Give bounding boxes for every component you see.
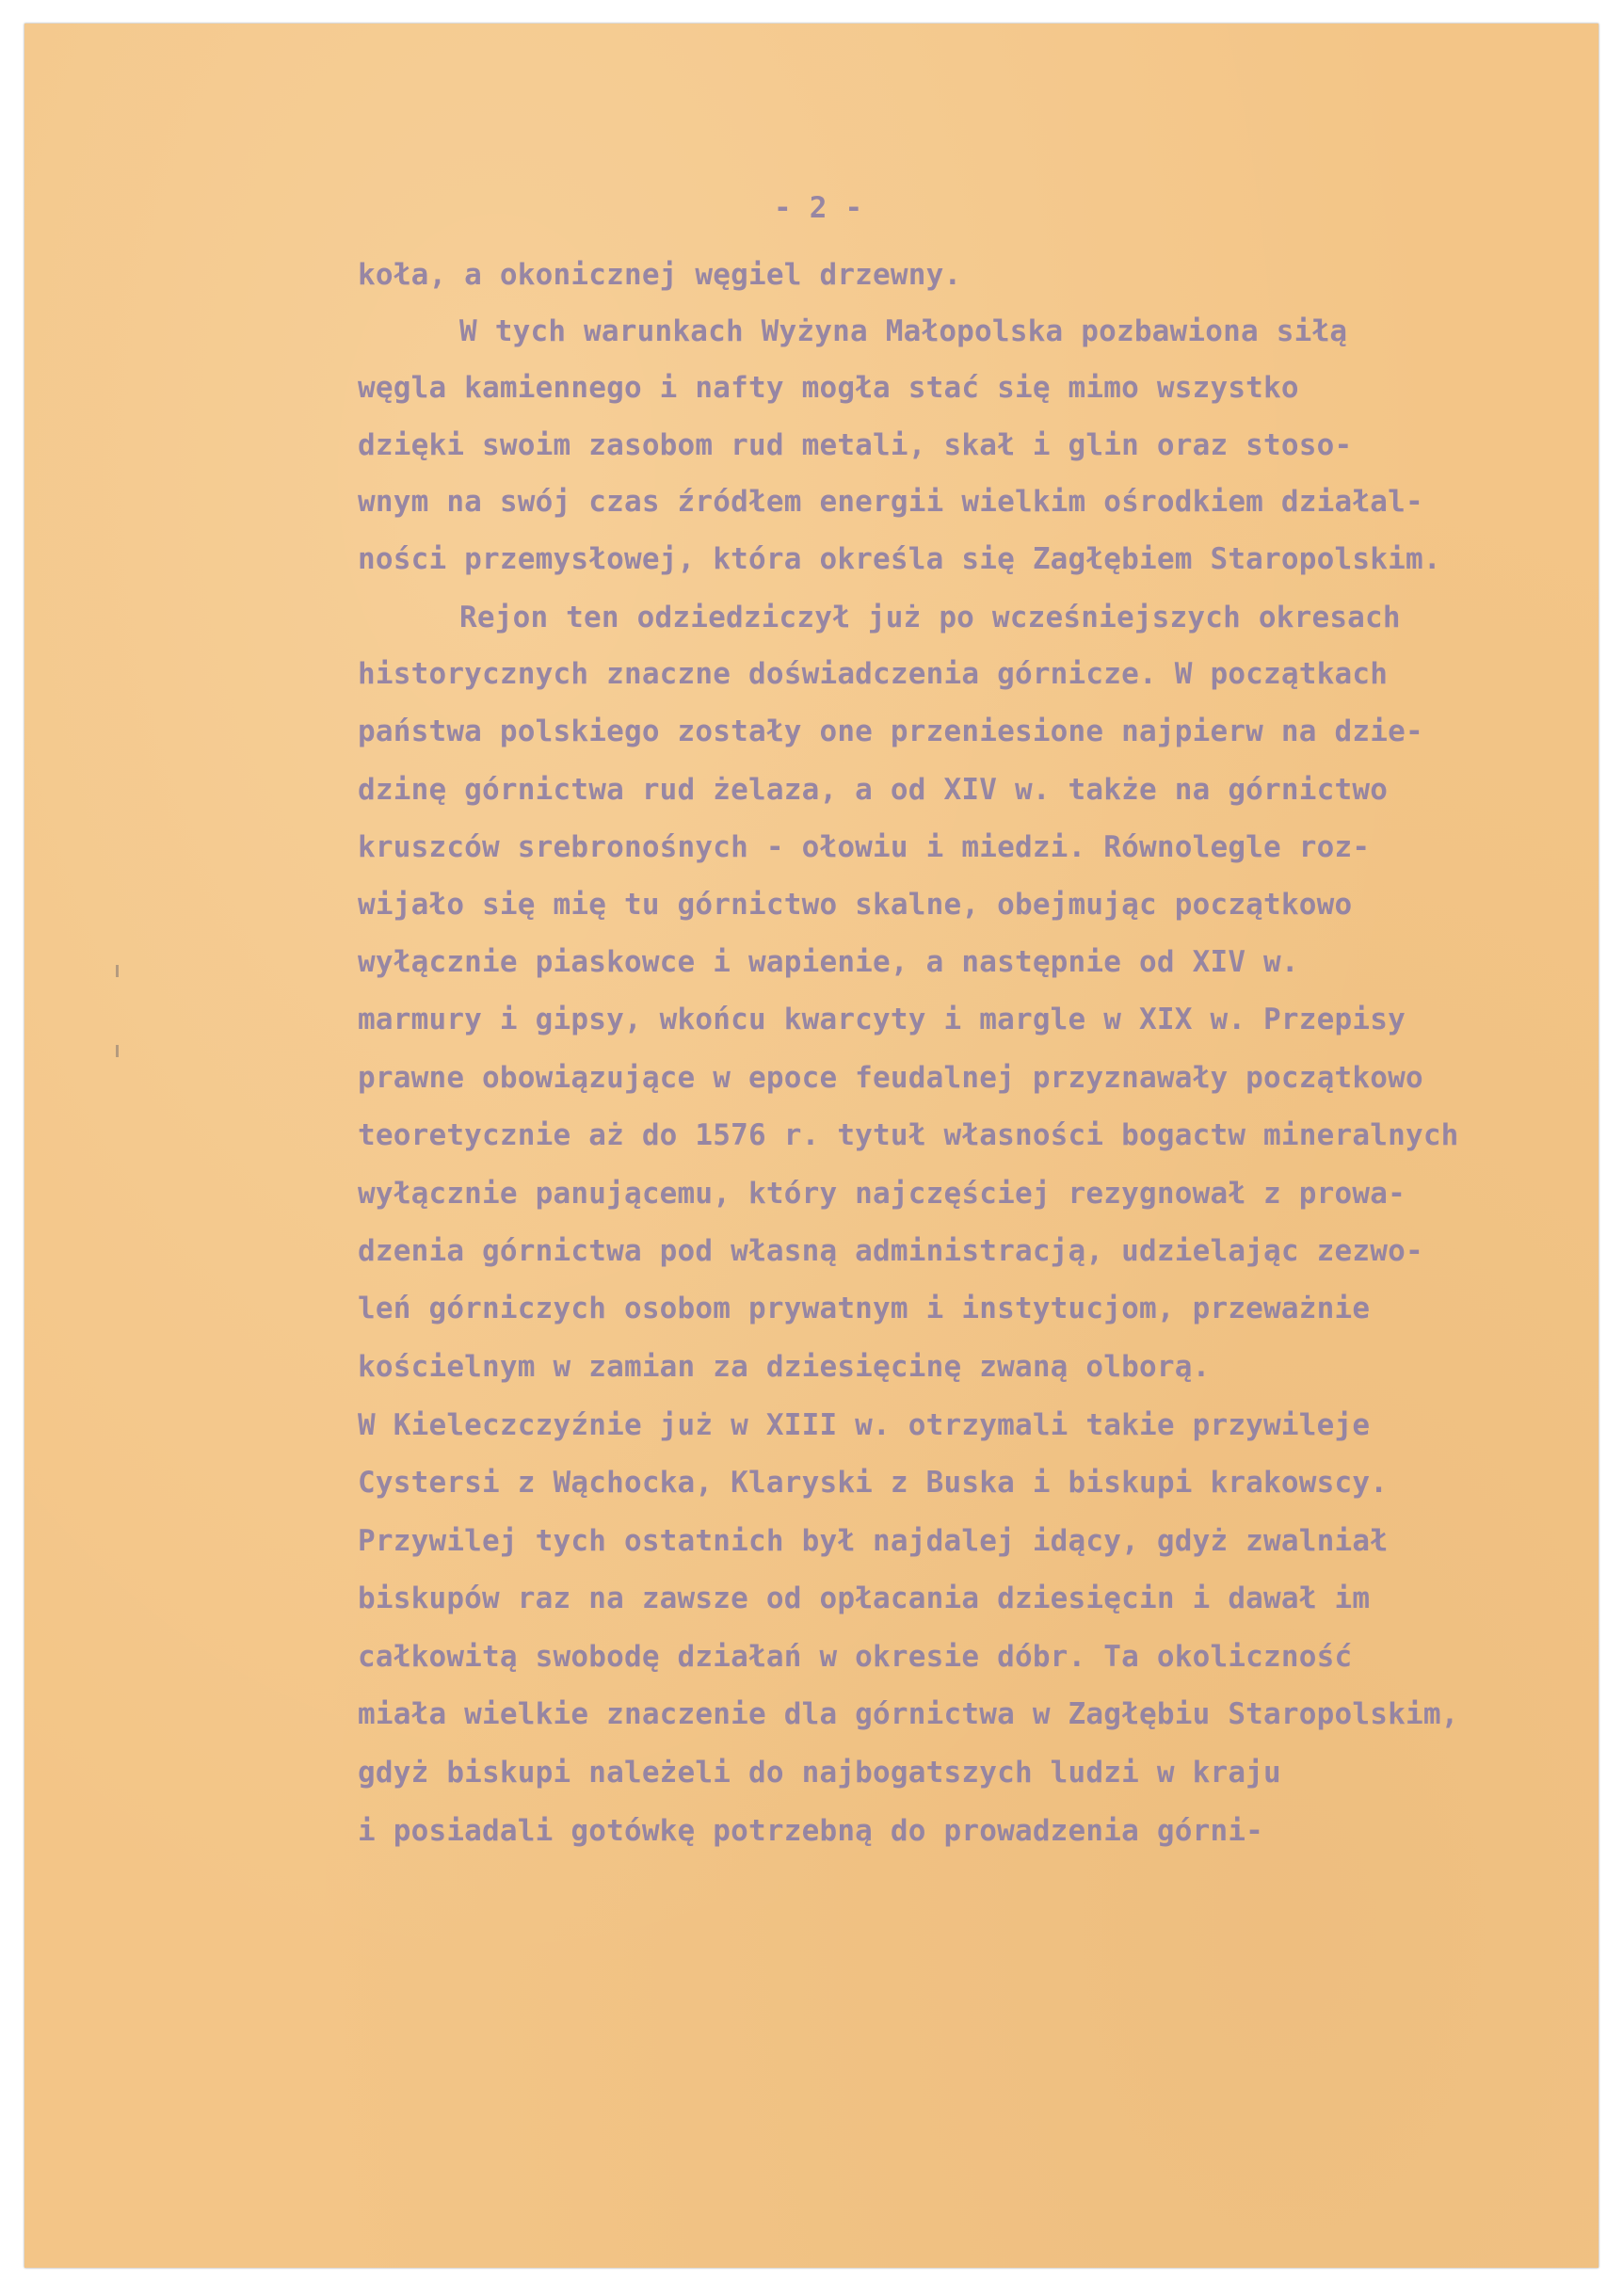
text-line: gdyż biskupi należeli do najbogatszych ludzi w kraju — [358, 1756, 1281, 1790]
text-line: wyłącznie panującemu, który najczęściej rezygnował z prowa- — [358, 1177, 1406, 1211]
margin-mark-1 — [116, 965, 119, 977]
text-line: koła, a okonicznej węgiel drzewny. — [358, 258, 962, 292]
text-line: wijało się mię tu górnictwo skalne, obejmując początkowo — [358, 888, 1353, 922]
text-line: Przywilej tych ostatnich był najdalej idący, gdyż zwalniał — [358, 1524, 1389, 1558]
text-line: kruszców srebronośnych - ołowiu i miedzi. Równolegle roz- — [358, 830, 1371, 864]
text-line: Cystersi z Wąchocka, Klaryski z Buska i biskupi krakowscy. — [358, 1466, 1389, 1500]
text-line: miała wielkie znaczenie dla górnictwa w Zagłębiu Staropolskim, — [358, 1697, 1459, 1731]
text-line: dzinę górnictwa rud żelaza, a od XIV w. także na górnictwo — [358, 773, 1389, 807]
text-line: prawne obowiązujące w epoce feudalnej przyznawały początkowo — [358, 1061, 1423, 1095]
page-number: - 2 - — [774, 191, 863, 225]
text-line: wyłącznie piaskowce i wapienie, a następnie od XIV w. — [358, 945, 1299, 979]
text-line: wnym na swój czas źródłem energii wielkim ośrodkiem działal- — [358, 485, 1423, 519]
text-line: marmury i gipsy, wkońcu kwarcyty i margle w XIX w. Przepisy — [358, 1003, 1406, 1036]
text-line: leń górniczych osobom prywatnym i instytucjom, przeważnie — [358, 1292, 1371, 1325]
text-line: biskupów raz na zawsze od opłacania dziesięcin i dawał im — [358, 1582, 1371, 1615]
text-line: kościelnym w zamian za dziesięcinę zwaną olborą. — [358, 1350, 1211, 1384]
margin-mark-2 — [116, 1045, 119, 1057]
text-line: W Kieleczczyźnie już w XIII w. otrzymali takie przywileje — [358, 1408, 1371, 1442]
text-line: dzięki swoim zasobom rud metali, skał i glin oraz stoso- — [358, 428, 1353, 462]
text-line: i posiadali gotówkę potrzebną do prowadzenia górni- — [358, 1814, 1264, 1848]
text-line: dzenia górnictwa pod własną administracją, udzielając zezwo- — [358, 1234, 1423, 1268]
text-line: ności przemysłowej, która określa się Zagłębiem Staropolskim. — [358, 542, 1441, 576]
text-line: Rejon ten odziedziczył już po wcześniejszych okresach — [459, 601, 1401, 634]
text-line: całkowitą swobodę działań w okresie dóbr. Ta okoliczność — [358, 1640, 1353, 1674]
text-line: historycznych znaczne doświadczenia górnicze. W początkach — [358, 657, 1389, 691]
text-line: państwa polskiego zostały one przeniesione najpierw na dzie- — [358, 714, 1423, 748]
text-line: W tych warunkach Wyżyna Małopolska pozbawiona siłą — [459, 314, 1348, 348]
text-line: teoretycznie aż do 1576 r. tytuł własności bogactw mineralnych — [358, 1118, 1459, 1152]
text-line: węgla kamiennego i nafty mogła stać się mimo wszystko — [358, 371, 1299, 405]
